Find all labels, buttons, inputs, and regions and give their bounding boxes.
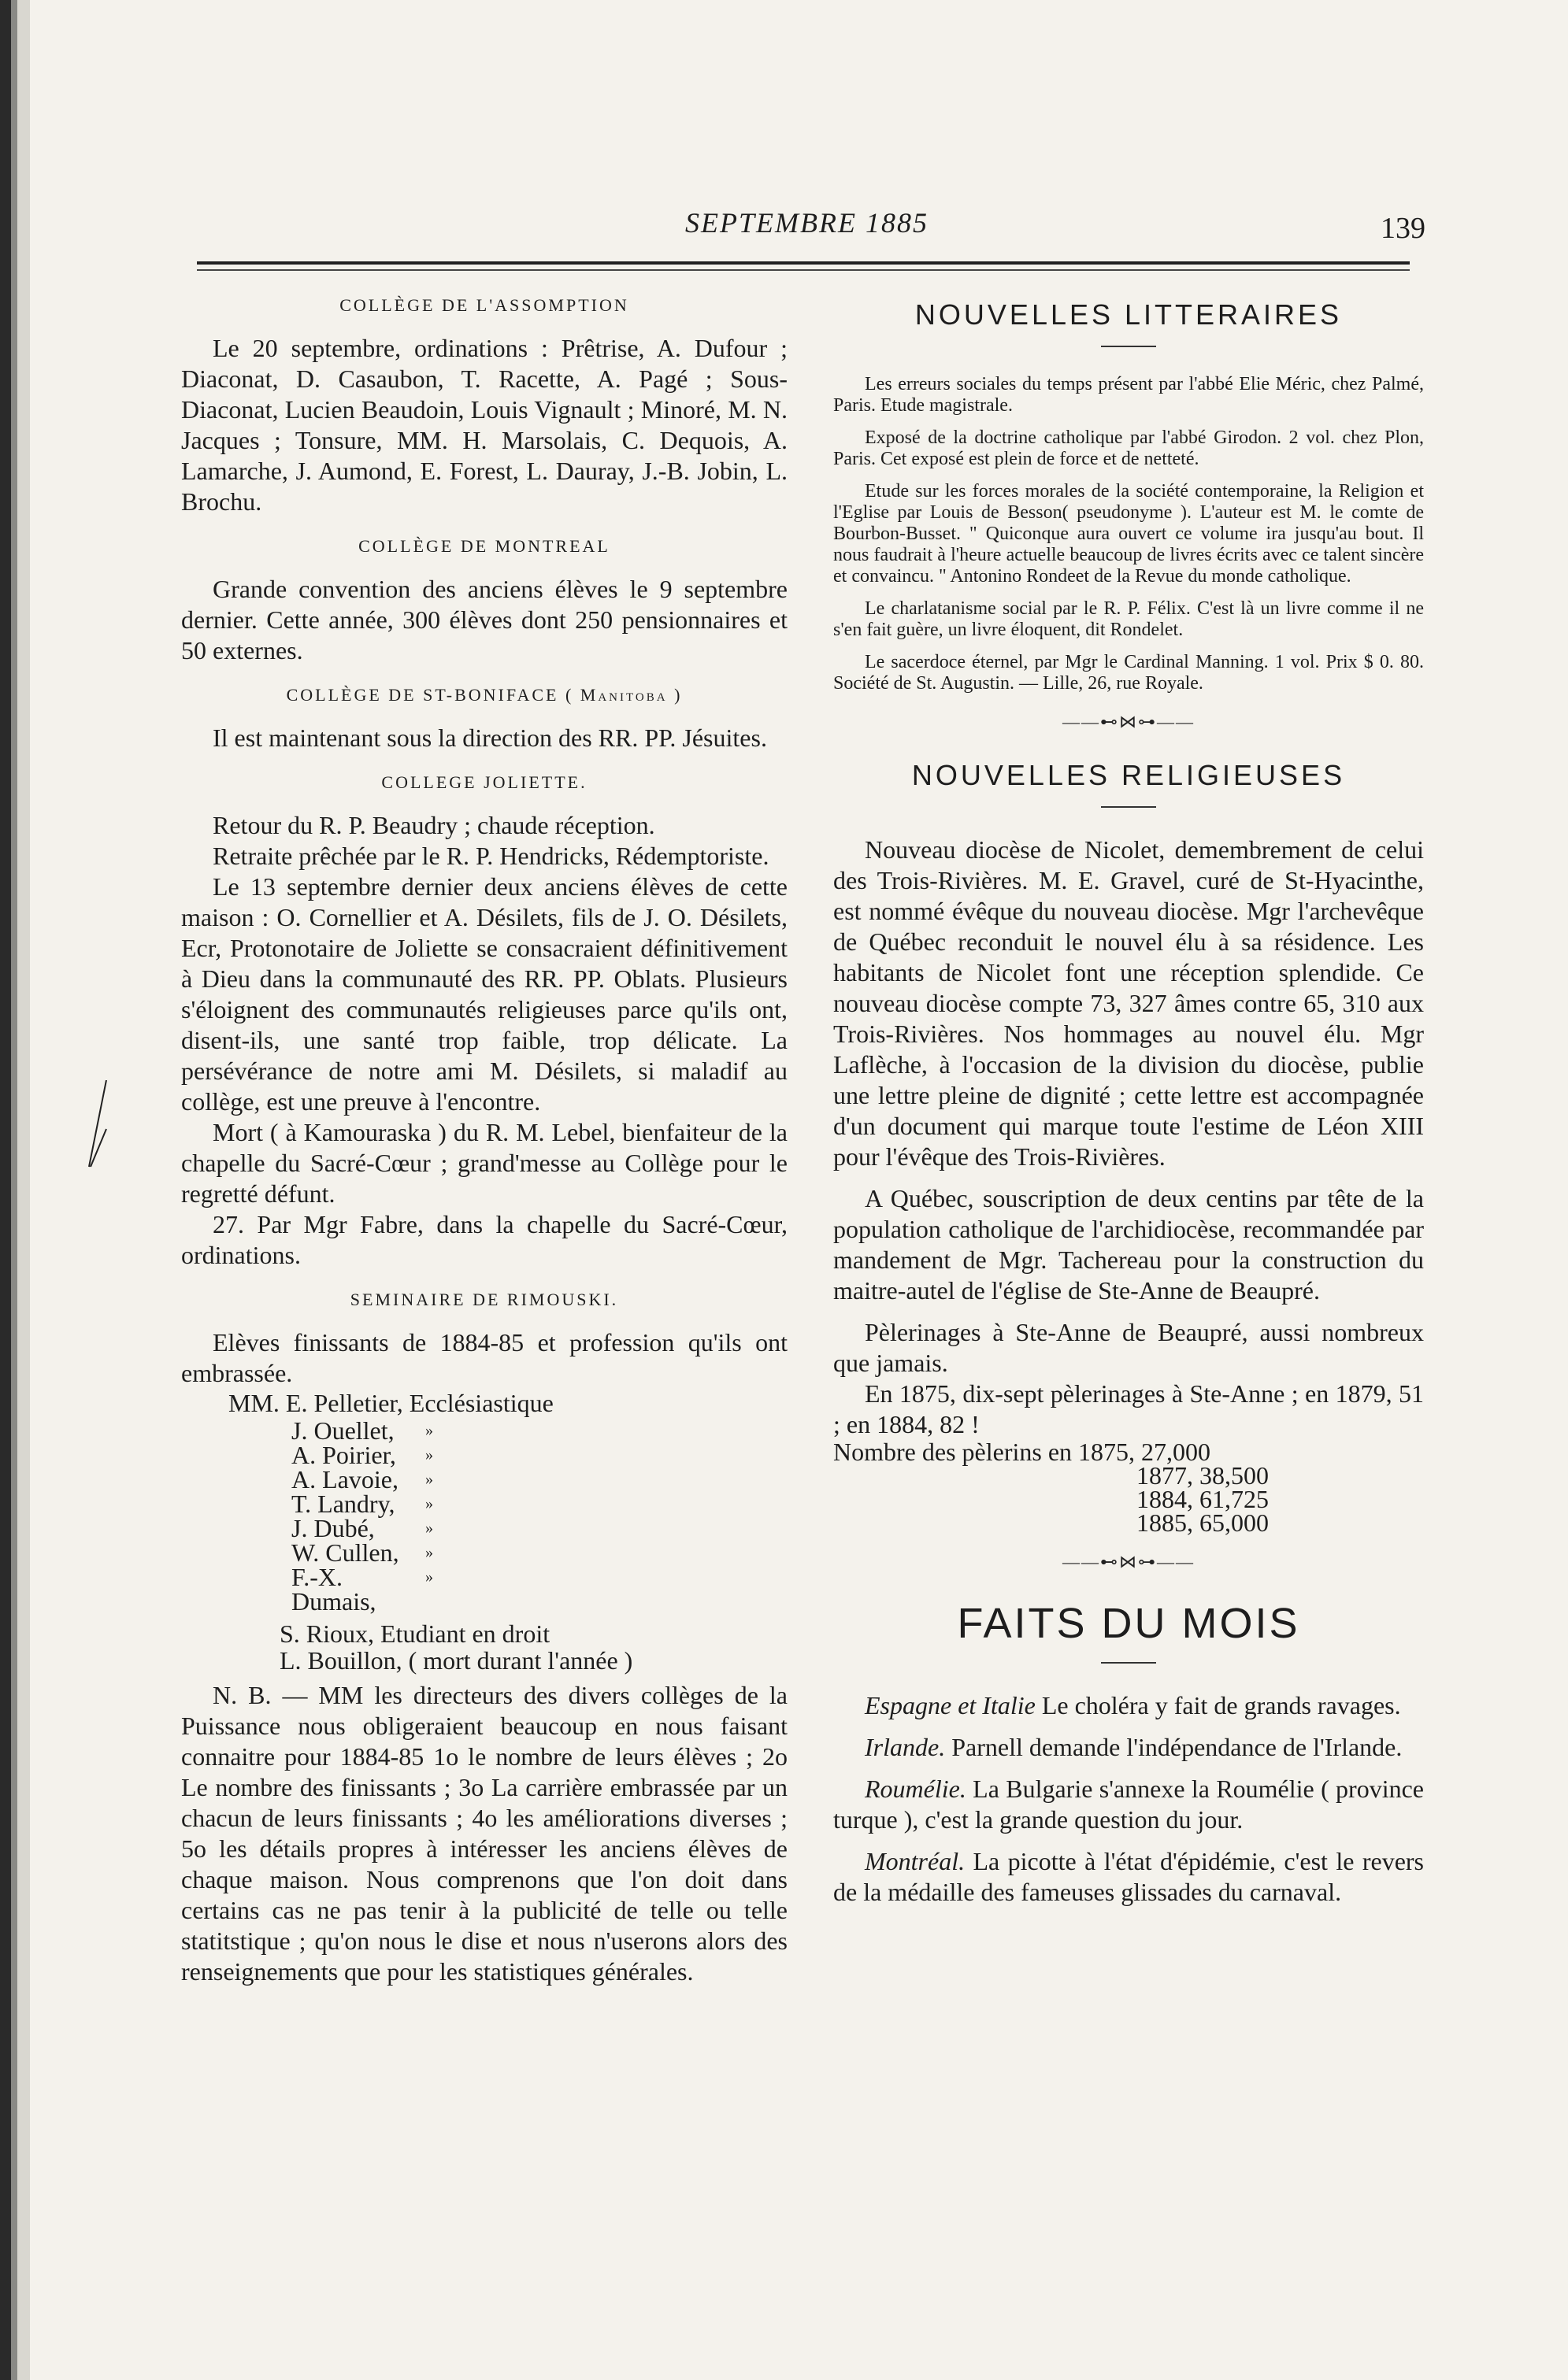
section-heading: COLLÈGE DE L'ASSOMPTION <box>339 295 629 315</box>
nb-note: N. B. — MM les directeurs des divers collèges de la Puissance nous obligeraient beaucoup en nous faisant connaitre pour 1884-85 1o le nombre de leurs élèves ; 2o Le nombre des finissants ; 3o La carrière embrassée par un chacun de leurs finissants ; 4o les améliorations diverses ; 5o les détails propres à intéresser les anciens élèves de chaque maison. Nous comprenons que l'on doit dans certains cas ne pas tenir à la publicité de telle ou telle statitstique ; qu'on nous le dise et nous n'userons alors des renseignements que pour les statistiques générales. <box>181 1681 788 1986</box>
title-rule <box>1101 1662 1156 1664</box>
graduate-row <box>181 1443 788 1468</box>
graduate-name: T. Landry, <box>291 1490 395 1518</box>
book-notice: Etude sur les forces morales de la société contemporaine, la Religion et l'Eglise par Louis de Besson( pseudonyme ). L'auteur est M. le comte de Bourbon-Busset. " Quiconque aura ouvert ce volume ira jusqu'au bout. Il nous faudrait à l'heure actuelle beaucoup de livres écrits avec ce talent sincère et convaincu. " Antonino Rondeet de la Revue du monde catholique. <box>833 481 1424 587</box>
graduate-name: J. Dubé, <box>291 1514 375 1542</box>
paragraph: Pèlerinages à Ste-Anne de Beaupré, aussi nombreux que jamais. <box>833 1318 1424 1377</box>
news-item <box>833 1690 1424 1721</box>
news-text: Le choléra y fait de grands ravages. <box>1041 1691 1401 1719</box>
graduate-list <box>181 1416 788 1616</box>
paragraph: 27. Par Mgr Fabre, dans la chapelle du Sacré-Cœur, ordinations. <box>181 1210 788 1269</box>
graduate-name: J. Ouellet, <box>291 1416 395 1445</box>
header-rule <box>197 261 1410 265</box>
news-item <box>833 1774 1424 1835</box>
ditto-mark: » <box>425 1495 433 1512</box>
graduate-extra: L. Bouillon, ( mort durant l'année ) <box>280 1646 633 1675</box>
ditto-mark: » <box>425 1519 433 1537</box>
margin-pencil-mark <box>83 1080 114 1175</box>
pilgrim-count: 1884, 61,725 <box>1136 1485 1269 1513</box>
ditto-mark: » <box>425 1544 433 1561</box>
news-text: La picotte à l'état d'épidémie, c'est le revers de la médaille des fameuses glissades du carnaval. <box>833 1847 1425 1906</box>
section-title: FAITS DU MOIS <box>957 1600 1300 1647</box>
graduate-name: W. Cullen, <box>291 1538 399 1567</box>
news-item <box>833 1732 1424 1763</box>
page-header <box>197 206 1425 254</box>
news-text: Parnell demande l'indépendance de l'Irlande. <box>951 1733 1403 1761</box>
header-title: SEPTEMBRE 1885 <box>685 207 929 239</box>
news-label: Espagne et Italie <box>865 1691 1036 1719</box>
section-title: NOUVELLES RELIGIEUSES <box>911 759 1346 791</box>
paragraph: A Québec, souscription de deux centins par tête de la population catholique de l'archidiocèse, recommandée par mandement de Mgr. Tachereau pour la construction du maitre-autel de l'église de Ste-Anne de Beaupré. <box>833 1184 1424 1305</box>
ditto-mark: » <box>425 1446 433 1464</box>
header-rule-thin <box>197 269 1410 271</box>
section-title: NOUVELLES LITTERAIRES <box>914 298 1343 331</box>
graduate-first: MM. E. Pelletier, Ecclésiastique <box>228 1389 554 1417</box>
section-heading: SEMINAIRE DE RIMOUSKI. <box>350 1290 619 1309</box>
graduate-row <box>181 1516 788 1541</box>
title-rule <box>1101 806 1156 808</box>
paragraph: Grande convention des anciens élèves le 9 septembre dernier. Cette année, 300 élèves dont 250 pensionnaires et 50 externes. <box>181 575 788 664</box>
news-label: Irlande. <box>865 1733 946 1761</box>
news-item <box>833 1846 1424 1908</box>
book-notice: Le charlatanisme social par le R. P. Félix. C'est là un livre comme il ne s'en fait guère, un livre éloquent, dit Rondelet. <box>833 598 1424 640</box>
pilgrim-count: Nombre des pèlerins en 1875, 27,000 <box>833 1438 1211 1466</box>
section-heading: COLLÈGE DE ST-BONIFACE ( Manitoba ) <box>286 685 683 705</box>
news-label: Roumélie. <box>865 1775 966 1803</box>
pilgrim-count: 1885, 65,000 <box>1136 1508 1269 1537</box>
ditto-mark: » <box>425 1471 433 1488</box>
paragraph: Nouveau diocèse de Nicolet, demembrement de celui des Trois-Rivières. M. E. Gravel, curé de St-Hyacinthe, est nommé évêque du nouveau diocèse. Mgr l'archevêque de Québec reconduit le nouvel élu à sa résidence. Les habitants de Nicolet font une réception splendide. Ce nouveau diocèse compte 73, 327 âmes contre 65, 310 aux Trois-Rivières. Nos hommages au nouvel élu. Mgr Laflèche, à l'occasion de la division du diocèse, publie une lettre pleine de dignité ; cette lettre est accompagnée d'un document qui marque toute l'estime de Léon XIII pour l'évêque des Trois-Rivières. <box>833 835 1424 1171</box>
section-heading: COLLÈGE DE MONTREAL <box>358 536 610 556</box>
page-number: 139 <box>1381 212 1425 245</box>
paragraph: Retraite prêchée par le R. P. Hendricks, Rédemptoriste. <box>213 842 769 870</box>
news-text: La Bulgarie s'annexe la Roumélie ( province turque ), c'est la grande question du jour. <box>833 1775 1425 1834</box>
ornament-divider: ——⊷⋈⊶—— <box>1062 1552 1195 1571</box>
graduate-name: A. Poirier, <box>291 1441 396 1469</box>
graduate-row <box>181 1492 788 1516</box>
graduate-row <box>181 1465 788 1494</box>
book-notice: Le sacerdoce éternel, par Mgr le Cardinal Manning. 1 vol. Prix $ 0. 80. Société de St. Augustin. — Lille, 26, rue Royale. <box>833 652 1424 694</box>
section-heading: COLLEGE JOLIETTE. <box>381 772 588 792</box>
graduate-row <box>181 1416 788 1445</box>
news-label: Montréal. <box>865 1847 966 1875</box>
paragraph: Le 20 septembre, ordinations : Prêtrise, A. Dufour ; Diaconat, D. Casaubon, T. Racette, A. Pagé ; Sous-Diaconat, Lucien Beaudoin, Louis Vignault ; Minoré, M. N. Jacques ; Tonsure, MM. H. Marsolais, C. Dequois, A. Lamarche, J. Aumond, E. Forest, L. Dauray, J.-B. Jobin, L. Brochu. <box>181 334 788 516</box>
ornament-divider: ——⊷⋈⊶—— <box>1062 712 1195 731</box>
paragraph: Retour du R. P. Beaudry ; chaude réception. <box>213 811 655 839</box>
right-column <box>833 295 1424 1908</box>
graduate-extra: S. Rioux, Etudiant en droit <box>280 1619 550 1648</box>
pilgrim-count: 1877, 38,500 <box>1136 1461 1269 1490</box>
paragraph: Il est maintenant sous la direction des RR. PP. Jésuites. <box>213 724 767 752</box>
book-notice: Les erreurs sociales du temps présent par l'abbé Elie Méric, chez Palmé, Paris. Etude magistrale. <box>833 374 1424 416</box>
ditto-mark: » <box>425 1568 433 1586</box>
graduate-row <box>181 1538 788 1567</box>
binding-edge <box>0 0 30 2380</box>
book-notice: Exposé de la doctrine catholique par l'abbé Girodon. 2 vol. chez Plon, Paris. Cet exposé est plein de force et de netteté. <box>833 428 1424 469</box>
paragraph: Mort ( à Kamouraska ) du R. M. Lebel, bienfaiteur de la chapelle du Sacré-Cœur ; grand'messe au Collège pour le regretté défunt. <box>181 1118 788 1208</box>
graduate-name: A. Lavoie, <box>291 1465 398 1494</box>
title-rule <box>1101 346 1156 347</box>
paragraph: Elèves finissants de 1884-85 et profession qu'ils ont embrassée. <box>181 1328 788 1387</box>
paragraph: Le 13 septembre dernier deux anciens élèves de cette maison : O. Cornellier et A. Désilets, fils de J. O. Désilets, Ecr, Protonotaire de Joliette se consacraient définitivement à Dieu dans la communauté des RR. PP. Oblats. Plusieurs s'éloignent des communautés religieuses parce qu'ils ont, disent-ils, une santé trop faible, trop délicate. La persévérance de notre ami M. Désilets, si maladif au collège, est une preuve à l'encontre. <box>181 872 788 1116</box>
graduate-name: F.-X. Dumais, <box>291 1563 376 1616</box>
left-column <box>181 295 788 1987</box>
graduate-row <box>181 1565 788 1614</box>
ditto-mark: » <box>425 1422 433 1439</box>
paragraph: En 1875, dix-sept pèlerinages à Ste-Anne ; en 1879, 51 ; en 1884, 82 ! <box>833 1379 1424 1438</box>
